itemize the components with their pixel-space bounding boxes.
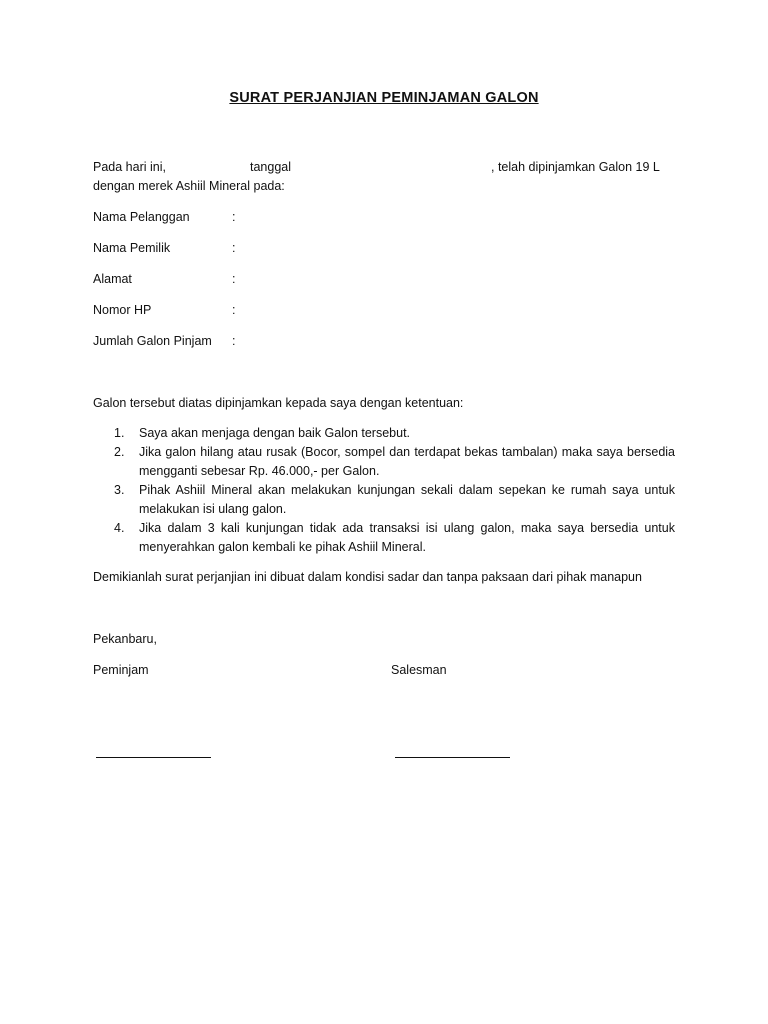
intro-loan-text: , telah dipinjamkan Galon 19 L: [491, 160, 660, 174]
place-label: Pekanbaru,: [93, 632, 157, 646]
field-label-address: Alamat: [93, 272, 132, 286]
salesman-signature-line: [395, 757, 510, 758]
field-colon: :: [232, 272, 236, 286]
field-label-phone: Nomor HP: [93, 303, 152, 317]
closing-statement: Demikianlah surat perjanjian ini dibuat dalam kondisi sadar dan tanpa paksaan dari pihak manapun: [93, 570, 642, 584]
list-item-number: 4.: [114, 521, 125, 535]
borrower-signature-line: [96, 757, 211, 758]
intro-day-label: Pada hari ini,: [93, 160, 166, 174]
intro-brand-line: dengan merek Ashiil Mineral pada:: [93, 179, 285, 193]
document-title: SURAT PERJANJIAN PEMINJAMAN GALON: [229, 90, 539, 106]
terms-intro: Galon tersebut diatas dipinjamkan kepada saya dengan ketentuan:: [93, 396, 464, 410]
field-label-customer-name: Nama Pelanggan: [93, 210, 190, 224]
list-item: [93, 519, 675, 557]
list-item-number: 1.: [114, 426, 125, 440]
field-colon: :: [232, 303, 236, 317]
field-colon: :: [232, 334, 236, 348]
field-label-gallon-count: Jumlah Galon Pinjam: [93, 334, 212, 348]
list-item: [93, 481, 675, 519]
terms-list: [93, 424, 675, 557]
field-colon: :: [232, 210, 236, 224]
list-item-text: Jika galon hilang atau rusak (Bocor, sompel dan terdapat bekas tambalan) maka saya bersedia mengganti sebesar Rp. 46.000,- per Galon.: [139, 445, 675, 478]
list-item-text: Jika dalam 3 kali kunjungan tidak ada transaksi isi ulang galon, maka saya bersedia untuk menyerahkan galon kembali ke pihak Ashiil Mineral.: [139, 521, 675, 554]
list-item-number: 3.: [114, 483, 125, 497]
borrower-label: Peminjam: [93, 663, 149, 677]
list-item-number: 2.: [114, 445, 125, 459]
field-label-owner-name: Nama Pemilik: [93, 241, 171, 255]
field-colon: :: [232, 241, 236, 255]
intro-date-label: tanggal: [250, 160, 292, 174]
list-item: [93, 443, 675, 481]
list-item-text: Saya akan menjaga dengan baik Galon tersebut.: [139, 426, 411, 440]
list-item: [93, 424, 675, 443]
list-item-text: Pihak Ashiil Mineral akan melakukan kunjungan sekali dalam sepekan ke rumah saya untuk melakukan isi ulang galon.: [139, 483, 675, 516]
salesman-label: Salesman: [391, 663, 447, 677]
